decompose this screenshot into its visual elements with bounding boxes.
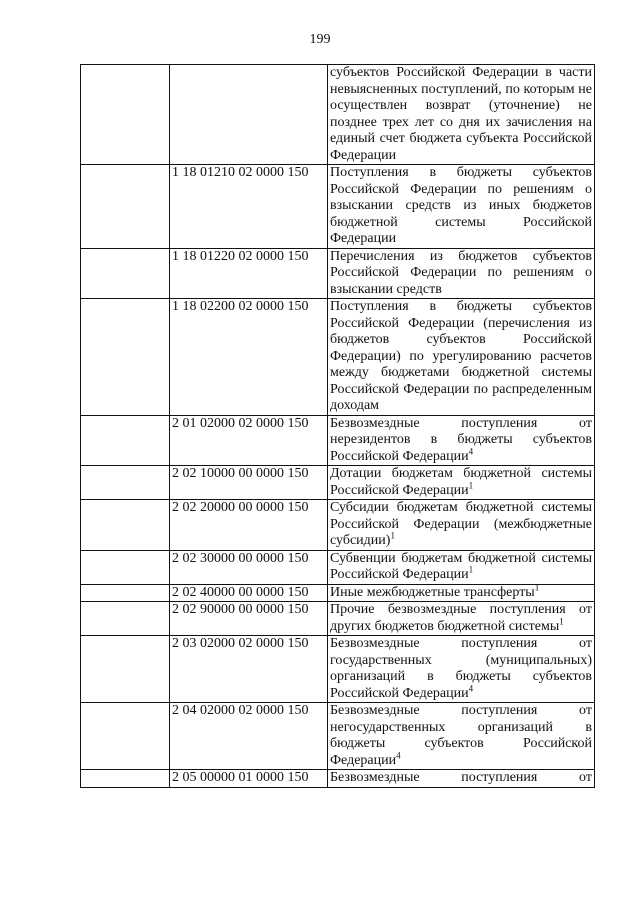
description-text: Субсидии бюджетам бюджетной системы Российской Федерации (межбюджетные субсидии) <box>330 500 592 548</box>
table-row <box>81 299 595 416</box>
revenue-code-cell: 2 02 10000 00 0000 150 <box>170 466 328 500</box>
description-text: Иные межбюджетные трансферты <box>330 584 535 600</box>
footnote-marker: 1 <box>468 564 474 575</box>
revenue-description-cell <box>328 636 595 703</box>
description-text: Безвозмездные поступления от негосударственных организаций в бюджеты субъектов Российской Федерации <box>330 703 592 768</box>
admin-code-cell <box>81 550 170 584</box>
table-row <box>81 500 595 551</box>
revenue-description-cell <box>328 602 595 636</box>
revenue-description-cell <box>328 550 595 584</box>
revenue-description-cell <box>328 65 595 165</box>
footnote-marker: 1 <box>559 615 564 626</box>
table-row <box>81 165 595 249</box>
footnote-marker: 4 <box>396 749 401 760</box>
revenue-code-cell: 2 03 02000 02 0000 150 <box>170 636 328 703</box>
revenue-description-cell <box>328 770 595 788</box>
admin-code-cell <box>81 770 170 788</box>
revenue-description-cell <box>328 299 595 416</box>
description-text: Поступления в бюджеты субъектов Российской Федерации (перечисления из бюджетов субъектов Российской Федерации) по урегулированию расчетов между бюджетами бюджетной системы Российской Федерации по распределенным доходам <box>330 299 592 413</box>
revenue-code-cell: 2 02 40000 00 0000 150 <box>170 584 328 602</box>
revenue-code-cell: 2 04 02000 02 0000 150 <box>170 703 328 770</box>
revenue-code-cell: 2 01 02000 02 0000 150 <box>170 415 328 466</box>
footnote-marker: 4 <box>468 682 474 693</box>
admin-code-cell <box>81 65 170 165</box>
description-text: Безвозмездные поступления от <box>330 770 592 785</box>
revenue-description-cell <box>328 165 595 249</box>
description-text: Поступления в бюджеты субъектов Российской Федерации по решениям о взыскании средств из иных бюджетов бюджетной системы Российской Федерации <box>330 165 592 246</box>
revenue-code-cell: 1 18 02200 02 0000 150 <box>170 299 328 416</box>
admin-code-cell <box>81 248 170 299</box>
revenue-code-cell <box>170 65 328 165</box>
table-row <box>81 636 595 703</box>
table-row <box>81 550 595 584</box>
description-text: Субвенции бюджетам бюджетной системы Российской Федерации <box>330 550 592 582</box>
footnote-marker: 1 <box>468 479 474 490</box>
revenue-description-cell <box>328 703 595 770</box>
table-row <box>81 703 595 770</box>
table-row <box>81 770 595 788</box>
budget-revenue-table <box>80 64 595 788</box>
description-text: Прочие безвозмездные поступления от других бюджетов бюджетной системы <box>330 602 592 634</box>
revenue-description-cell <box>328 248 595 299</box>
table-row <box>81 415 595 466</box>
footnote-marker: 1 <box>390 530 395 541</box>
revenue-description-cell <box>328 581 595 602</box>
admin-code-cell <box>81 299 170 416</box>
description-text: субъектов Российской Федерации в части невыясненных поступлений, по которым не осуществлен возврат (уточнение) не позднее трех лет со дня их зачисления на единый счет бюджета субъекта Российской Федерации <box>330 65 592 163</box>
revenue-description-cell <box>328 500 595 551</box>
description-text: Дотации бюджетам бюджетной системы Российской Федерации <box>330 466 592 498</box>
admin-code-cell <box>81 466 170 500</box>
table-row <box>81 466 595 500</box>
admin-code-cell <box>81 602 170 636</box>
admin-code-cell <box>81 584 170 602</box>
table-row <box>81 65 595 165</box>
admin-code-cell <box>81 703 170 770</box>
revenue-description-cell <box>328 466 595 500</box>
admin-code-cell <box>81 636 170 703</box>
revenue-code-cell: 2 02 90000 00 0000 150 <box>170 602 328 636</box>
revenue-code-cell: 2 02 30000 00 0000 150 <box>170 550 328 584</box>
page-number: 199 <box>309 32 331 47</box>
revenue-code-cell: 1 18 01210 02 0000 150 <box>170 165 328 249</box>
revenue-description-cell <box>328 415 595 466</box>
description-text: Безвозмездные поступления от нерезидентов в бюджеты субъектов Российской Федерации <box>330 415 592 464</box>
table-row <box>81 584 595 602</box>
revenue-code-cell: 2 02 20000 00 0000 150 <box>170 500 328 551</box>
revenue-code-cell: 1 18 01220 02 0000 150 <box>170 248 328 299</box>
description-text: Перечисления из бюджетов субъектов Российской Федерации по решениям о взыскании средств <box>330 248 592 297</box>
table-row <box>81 248 595 299</box>
admin-code-cell <box>81 165 170 249</box>
admin-code-cell <box>81 415 170 466</box>
table-row <box>81 602 595 636</box>
footnote-marker: 4 <box>468 445 474 456</box>
description-text: Безвозмездные поступления от государственных (муниципальных) организаций в бюджеты субъектов Российской Федерации <box>330 636 592 701</box>
revenue-code-cell: 2 05 00000 01 0000 150 <box>170 770 328 788</box>
footnote-marker: 1 <box>534 581 540 592</box>
admin-code-cell <box>81 500 170 551</box>
